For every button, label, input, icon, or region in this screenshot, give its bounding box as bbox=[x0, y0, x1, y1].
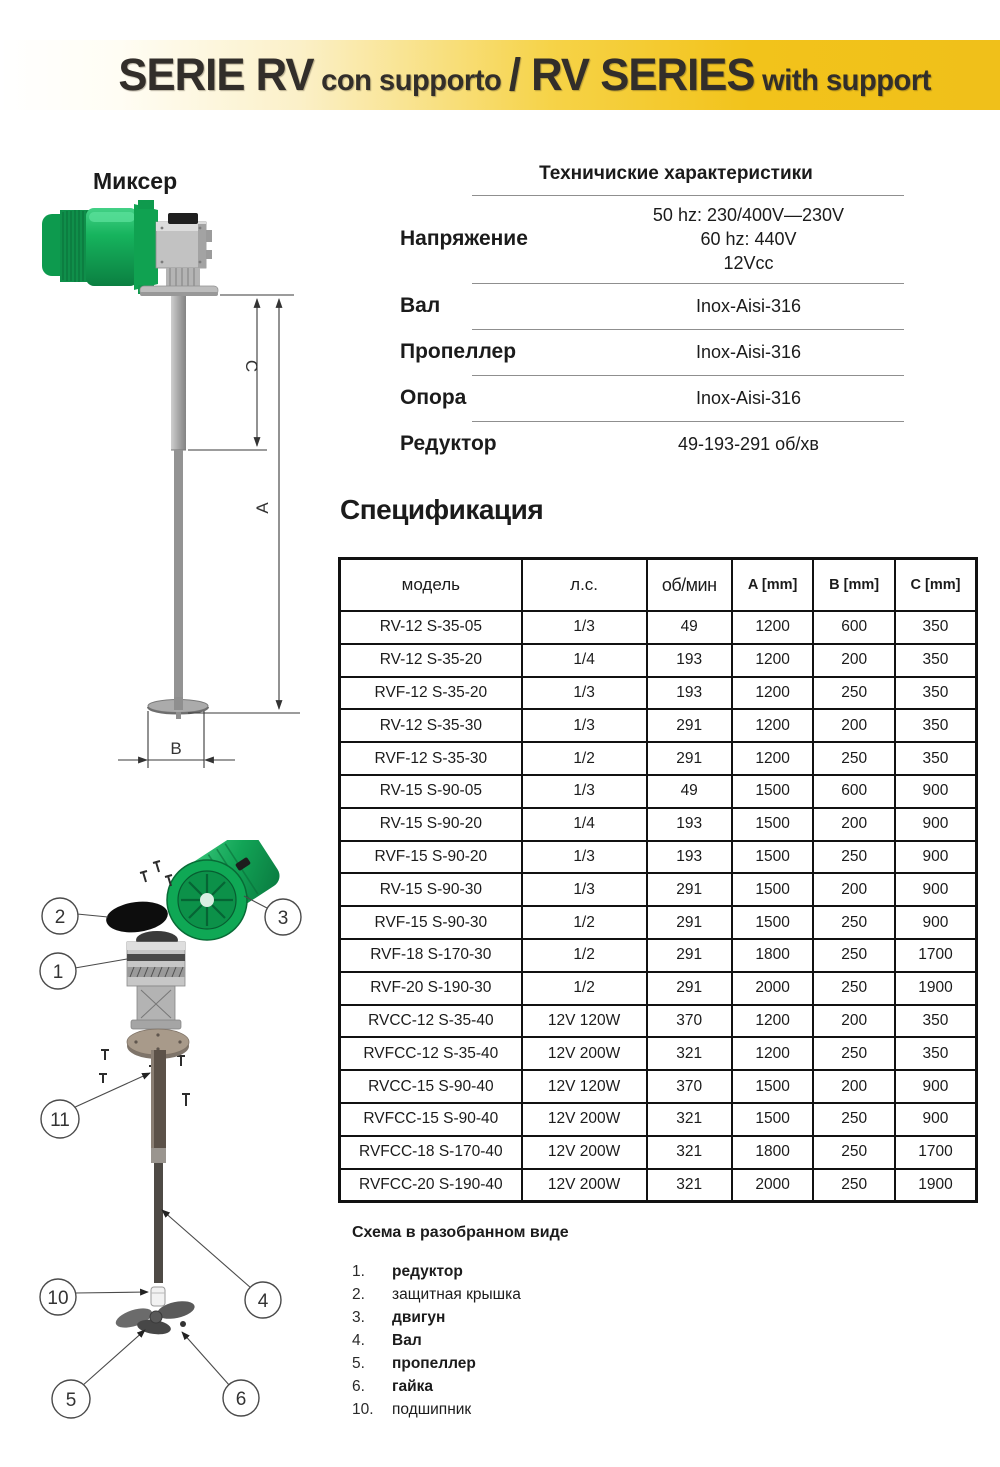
spec-table-row bbox=[340, 644, 977, 677]
spec-column-header: модель bbox=[340, 559, 522, 612]
spec-table-cell: 370 bbox=[647, 1005, 732, 1038]
spec-table-row bbox=[340, 1070, 977, 1103]
spec-table-cell: RVFCC-12 S-35-40 bbox=[340, 1037, 522, 1070]
spec-table-cell: 370 bbox=[647, 1070, 732, 1103]
spec-table-cell: 200 bbox=[813, 644, 895, 677]
spec-table-cell: 1200 bbox=[732, 1005, 814, 1038]
screws-icon bbox=[99, 1050, 190, 1106]
spec-table-cell: 250 bbox=[813, 1136, 895, 1169]
spec-table-cell: 1200 bbox=[732, 742, 814, 775]
spec-table-row bbox=[340, 611, 977, 644]
row-divider bbox=[472, 329, 904, 330]
spec-table-cell: 1/4 bbox=[522, 808, 647, 841]
part-name: гайка bbox=[392, 1378, 433, 1395]
spec-table-row bbox=[340, 1037, 977, 1070]
exploded-shaft-icon bbox=[154, 1163, 163, 1283]
spec-table-cell: RV-15 S-90-20 bbox=[340, 808, 522, 841]
callout-11 bbox=[41, 1100, 79, 1138]
spec-table-cell: 1/2 bbox=[522, 939, 647, 972]
parts-list-item bbox=[352, 1352, 682, 1375]
spec-column-header: C [mm] bbox=[895, 559, 977, 612]
spec-table-cell: 1900 bbox=[895, 1169, 977, 1202]
spec-table-cell: 1800 bbox=[732, 939, 814, 972]
spec-table-cell: 1/3 bbox=[522, 873, 647, 906]
spec-table-cell: 250 bbox=[813, 1103, 895, 1136]
tech-spec-value: 49-193-291 об/хв bbox=[678, 434, 819, 454]
spec-table-cell: RVF-20 S-190-30 bbox=[340, 972, 522, 1005]
specification-table bbox=[338, 557, 978, 1203]
spec-table-cell: 1500 bbox=[732, 873, 814, 906]
spec-table-cell: 12V 200W bbox=[522, 1136, 647, 1169]
spec-table-cell: RVCC-12 S-35-40 bbox=[340, 1005, 522, 1038]
spec-table-cell: 350 bbox=[895, 677, 977, 710]
callout-2 bbox=[42, 898, 78, 934]
spec-table-cell: RV-15 S-90-05 bbox=[340, 775, 522, 808]
parts-list-item bbox=[352, 1283, 682, 1306]
spec-table-cell: 291 bbox=[647, 742, 732, 775]
spec-table-cell: 1/3 bbox=[522, 677, 647, 710]
part-number: 3. bbox=[352, 1309, 365, 1326]
spec-table-cell: 49 bbox=[647, 775, 732, 808]
svg-text:10: 10 bbox=[47, 1288, 69, 1309]
spec-table-cell: 250 bbox=[813, 841, 895, 874]
spec-table-row bbox=[340, 775, 977, 808]
spec-table-row bbox=[340, 1103, 977, 1136]
spec-table-cell: 900 bbox=[895, 873, 977, 906]
dim-label-a: A bbox=[253, 502, 272, 514]
title-rv-series: RV SERIES bbox=[531, 49, 755, 100]
screws-icon bbox=[140, 861, 172, 886]
spec-table-row bbox=[340, 677, 977, 710]
spec-table-cell: 193 bbox=[647, 841, 732, 874]
spec-table-cell: 900 bbox=[895, 841, 977, 874]
spec-table-cell: RVCC-15 S-90-40 bbox=[340, 1070, 522, 1103]
spec-column-header: B [mm] bbox=[813, 559, 895, 612]
spec-table-cell: 193 bbox=[647, 644, 732, 677]
parts-list-item bbox=[352, 1375, 682, 1398]
tech-spec-row bbox=[400, 421, 912, 467]
spec-table-cell: RVFCC-15 S-90-40 bbox=[340, 1103, 522, 1136]
spec-table-cell: 250 bbox=[813, 1037, 895, 1070]
svg-text:11: 11 bbox=[50, 1110, 70, 1131]
spec-table-cell: 1500 bbox=[732, 906, 814, 939]
spec-table-cell: RV-12 S-35-20 bbox=[340, 644, 522, 677]
spec-column-header: об/мин bbox=[647, 559, 732, 612]
spec-table-cell: 2000 bbox=[732, 1169, 814, 1202]
spec-table-row bbox=[340, 742, 977, 775]
spec-table-cell: 1500 bbox=[732, 1070, 814, 1103]
callout-5 bbox=[52, 1380, 90, 1418]
spec-table-cell: RVF-12 S-35-30 bbox=[340, 742, 522, 775]
svg-text:4: 4 bbox=[257, 1291, 269, 1312]
spec-table-cell: 1700 bbox=[895, 939, 977, 972]
spec-table-cell: 350 bbox=[895, 709, 977, 742]
spec-table-cell: RVFCC-18 S-170-40 bbox=[340, 1136, 522, 1169]
part-number: 10. bbox=[352, 1401, 374, 1418]
spec-table-cell: 250 bbox=[813, 677, 895, 710]
parts-list bbox=[352, 1224, 682, 1421]
svg-text:5: 5 bbox=[65, 1390, 77, 1411]
spec-table-cell: 900 bbox=[895, 1070, 977, 1103]
page-title bbox=[0, 49, 931, 101]
part-number: 5. bbox=[352, 1355, 365, 1372]
spec-table-cell: RVF-18 S-170-30 bbox=[340, 939, 522, 972]
spec-table-cell: 49 bbox=[647, 611, 732, 644]
mixer-figure bbox=[30, 198, 310, 798]
title-serie-rv: SERIE RV bbox=[118, 49, 314, 100]
part-name: пропеллер bbox=[392, 1355, 476, 1372]
parts-list-title: Схема в разобранном виде bbox=[352, 1224, 569, 1241]
spec-table-cell: 1900 bbox=[895, 972, 977, 1005]
spec-table-cell: 193 bbox=[647, 808, 732, 841]
exploded-diagram bbox=[20, 840, 340, 1440]
spec-table-cell: 1500 bbox=[732, 808, 814, 841]
spec-table-cell: 250 bbox=[813, 742, 895, 775]
spec-table-row bbox=[340, 1136, 977, 1169]
spec-table-row bbox=[340, 972, 977, 1005]
spec-table-cell: 900 bbox=[895, 775, 977, 808]
spec-table-cell: 250 bbox=[813, 1169, 895, 1202]
title-con-supporto: con supporto bbox=[313, 64, 509, 97]
mixer-motor-icon bbox=[42, 200, 158, 294]
title-separator: / bbox=[508, 49, 532, 100]
spec-table-cell: 600 bbox=[813, 611, 895, 644]
tech-spec-label: Вал bbox=[400, 294, 441, 317]
spec-table-cell: 12V 200W bbox=[522, 1037, 647, 1070]
tech-specs-table bbox=[400, 163, 912, 467]
spec-table-cell: 1/3 bbox=[522, 841, 647, 874]
spec-table-cell: 1200 bbox=[732, 644, 814, 677]
tech-specs-rows bbox=[400, 195, 912, 467]
spec-table-cell: 1/2 bbox=[522, 906, 647, 939]
spec-table-cell: RV-15 S-90-30 bbox=[340, 873, 522, 906]
dim-label-c: C bbox=[242, 359, 261, 373]
dimension-lines bbox=[118, 295, 300, 768]
dim-label-b: B bbox=[170, 739, 182, 758]
spec-table-cell: 12V 120W bbox=[522, 1005, 647, 1038]
spec-table-cell: 200 bbox=[813, 709, 895, 742]
callout-10 bbox=[40, 1279, 76, 1315]
spec-table-cell: 200 bbox=[813, 808, 895, 841]
spec-table-cell: 321 bbox=[647, 1103, 732, 1136]
spec-table-cell: 900 bbox=[895, 808, 977, 841]
spec-table-cell: 350 bbox=[895, 1005, 977, 1038]
parts-list-item bbox=[352, 1306, 682, 1329]
spec-table-cell: 200 bbox=[813, 1070, 895, 1103]
mixer-propeller-icon bbox=[148, 697, 208, 719]
spec-table-cell: 200 bbox=[813, 873, 895, 906]
parts-list-item bbox=[352, 1329, 682, 1352]
spec-table-cell: 200 bbox=[813, 1005, 895, 1038]
svg-text:6: 6 bbox=[235, 1389, 247, 1410]
exploded-bearing-icon bbox=[151, 1287, 165, 1306]
spec-table-row bbox=[340, 1169, 977, 1202]
spec-table-cell: 1/2 bbox=[522, 972, 647, 1005]
spec-table-row bbox=[340, 1005, 977, 1038]
spec-table-cell: 1500 bbox=[732, 841, 814, 874]
spec-table-cell: RV-12 S-35-30 bbox=[340, 709, 522, 742]
spec-table-cell: 1/3 bbox=[522, 611, 647, 644]
tech-spec-value: Inox-Aisi-316 bbox=[695, 296, 802, 316]
spec-table-cell: 291 bbox=[647, 709, 732, 742]
callout-4 bbox=[245, 1282, 281, 1318]
spec-table-cell: 321 bbox=[647, 1169, 732, 1202]
callout-6 bbox=[223, 1380, 259, 1416]
spec-table-cell: 321 bbox=[647, 1037, 732, 1070]
spec-table-cell: 1200 bbox=[732, 709, 814, 742]
exploded-support-tube-icon bbox=[151, 1050, 166, 1163]
spec-table-cell: RVF-12 S-35-20 bbox=[340, 677, 522, 710]
spec-table-body bbox=[340, 611, 977, 1202]
svg-text:3: 3 bbox=[277, 908, 289, 929]
spec-column-header: A [mm] bbox=[732, 559, 814, 612]
spec-table-cell: 12V 120W bbox=[522, 1070, 647, 1103]
spec-table-cell: 1/4 bbox=[522, 644, 647, 677]
spec-table-cell: 250 bbox=[813, 972, 895, 1005]
tech-spec-row bbox=[400, 195, 912, 283]
spec-table-row bbox=[340, 841, 977, 874]
spec-table-cell: 600 bbox=[813, 775, 895, 808]
spec-table-cell: RVF-15 S-90-20 bbox=[340, 841, 522, 874]
spec-table-cell: 291 bbox=[647, 972, 732, 1005]
callout-3 bbox=[265, 899, 301, 935]
spec-table-cell: 900 bbox=[895, 906, 977, 939]
spec-table-cell: 12V 200W bbox=[522, 1103, 647, 1136]
spec-table-cell: 291 bbox=[647, 939, 732, 972]
tech-specs-title: Техничиские характеристики bbox=[539, 163, 813, 184]
spec-table-cell: 250 bbox=[813, 906, 895, 939]
part-number: 2. bbox=[352, 1286, 365, 1303]
spec-table-cell: 1200 bbox=[732, 611, 814, 644]
page-header bbox=[0, 40, 1000, 110]
svg-text:2: 2 bbox=[54, 907, 66, 928]
part-number: 1. bbox=[352, 1263, 365, 1280]
row-divider bbox=[472, 421, 904, 422]
row-divider bbox=[472, 195, 904, 196]
part-name: двигун bbox=[392, 1309, 446, 1326]
spec-table-cell: 1/2 bbox=[522, 742, 647, 775]
exploded-nut-icon bbox=[180, 1321, 186, 1327]
tech-spec-label: Пропеллер bbox=[400, 340, 517, 363]
tech-spec-label: Напряжение bbox=[400, 227, 528, 250]
spec-table-row bbox=[340, 873, 977, 906]
mixer-shaft-icon bbox=[171, 296, 186, 703]
tech-spec-row bbox=[400, 283, 912, 329]
svg-text:1: 1 bbox=[52, 962, 64, 983]
spec-table-row bbox=[340, 808, 977, 841]
spec-table-cell: 1200 bbox=[732, 677, 814, 710]
tech-spec-row bbox=[400, 375, 912, 421]
spec-table-cell: 1500 bbox=[732, 775, 814, 808]
parts-list-rows bbox=[352, 1260, 682, 1421]
spec-table-cell: 12V 200W bbox=[522, 1169, 647, 1202]
part-number: 4. bbox=[352, 1332, 365, 1349]
spec-table-cell: 350 bbox=[895, 742, 977, 775]
spec-table-cell: 1500 bbox=[732, 1103, 814, 1136]
title-with-support: with support bbox=[754, 64, 931, 97]
spec-table-cell: 291 bbox=[647, 873, 732, 906]
part-name: подшипник bbox=[392, 1401, 472, 1418]
spec-table-row bbox=[340, 709, 977, 742]
spec-table-cell: 2000 bbox=[732, 972, 814, 1005]
spec-table-cell: 350 bbox=[895, 611, 977, 644]
spec-table-cell: 1200 bbox=[732, 1037, 814, 1070]
spec-table-cell: RVFCC-20 S-190-40 bbox=[340, 1169, 522, 1202]
parts-list-item bbox=[352, 1398, 682, 1421]
specification-title: Спецификация bbox=[340, 494, 544, 525]
spec-table-cell: 350 bbox=[895, 644, 977, 677]
mixer-figure-label: Миксер bbox=[93, 168, 178, 194]
spec-table-cell: 1700 bbox=[895, 1136, 977, 1169]
part-number: 6. bbox=[352, 1378, 365, 1395]
part-name: Вал bbox=[392, 1332, 422, 1349]
tech-spec-value: Inox-Aisi-316 bbox=[695, 342, 802, 362]
spec-table-cell: 291 bbox=[647, 906, 732, 939]
tech-spec-label: Опора bbox=[400, 386, 467, 409]
row-divider bbox=[472, 375, 904, 376]
parts-list-item bbox=[352, 1260, 682, 1283]
spec-table-cell: 350 bbox=[895, 1037, 977, 1070]
spec-table-cell: 900 bbox=[895, 1103, 977, 1136]
spec-table-cell: 321 bbox=[647, 1136, 732, 1169]
spec-table-row bbox=[340, 906, 977, 939]
part-name: защитная крышка bbox=[392, 1286, 521, 1303]
spec-header-row bbox=[340, 559, 977, 612]
row-divider bbox=[472, 283, 904, 284]
spec-table-row bbox=[340, 939, 977, 972]
spec-table-cell: RVF-15 S-90-30 bbox=[340, 906, 522, 939]
tech-spec-label: Редуктор bbox=[400, 432, 497, 455]
spec-table-cell: 193 bbox=[647, 677, 732, 710]
tech-spec-row bbox=[400, 329, 912, 375]
spec-table-cell: 1/3 bbox=[522, 775, 647, 808]
tech-spec-value: Inox-Aisi-316 bbox=[695, 388, 802, 408]
spec-table-cell: 250 bbox=[813, 939, 895, 972]
callout-1 bbox=[40, 953, 76, 989]
spec-table-cell: 1/3 bbox=[522, 709, 647, 742]
spec-table-cell: RV-12 S-35-05 bbox=[340, 611, 522, 644]
exploded-cap-icon bbox=[104, 898, 169, 935]
part-name: редуктор bbox=[392, 1263, 463, 1280]
tech-spec-value: 50 hz: 230/400V—230V 60 hz: 440V 12Vcc bbox=[652, 205, 845, 273]
spec-column-header: л.с. bbox=[522, 559, 647, 612]
spec-table-cell: 1800 bbox=[732, 1136, 814, 1169]
